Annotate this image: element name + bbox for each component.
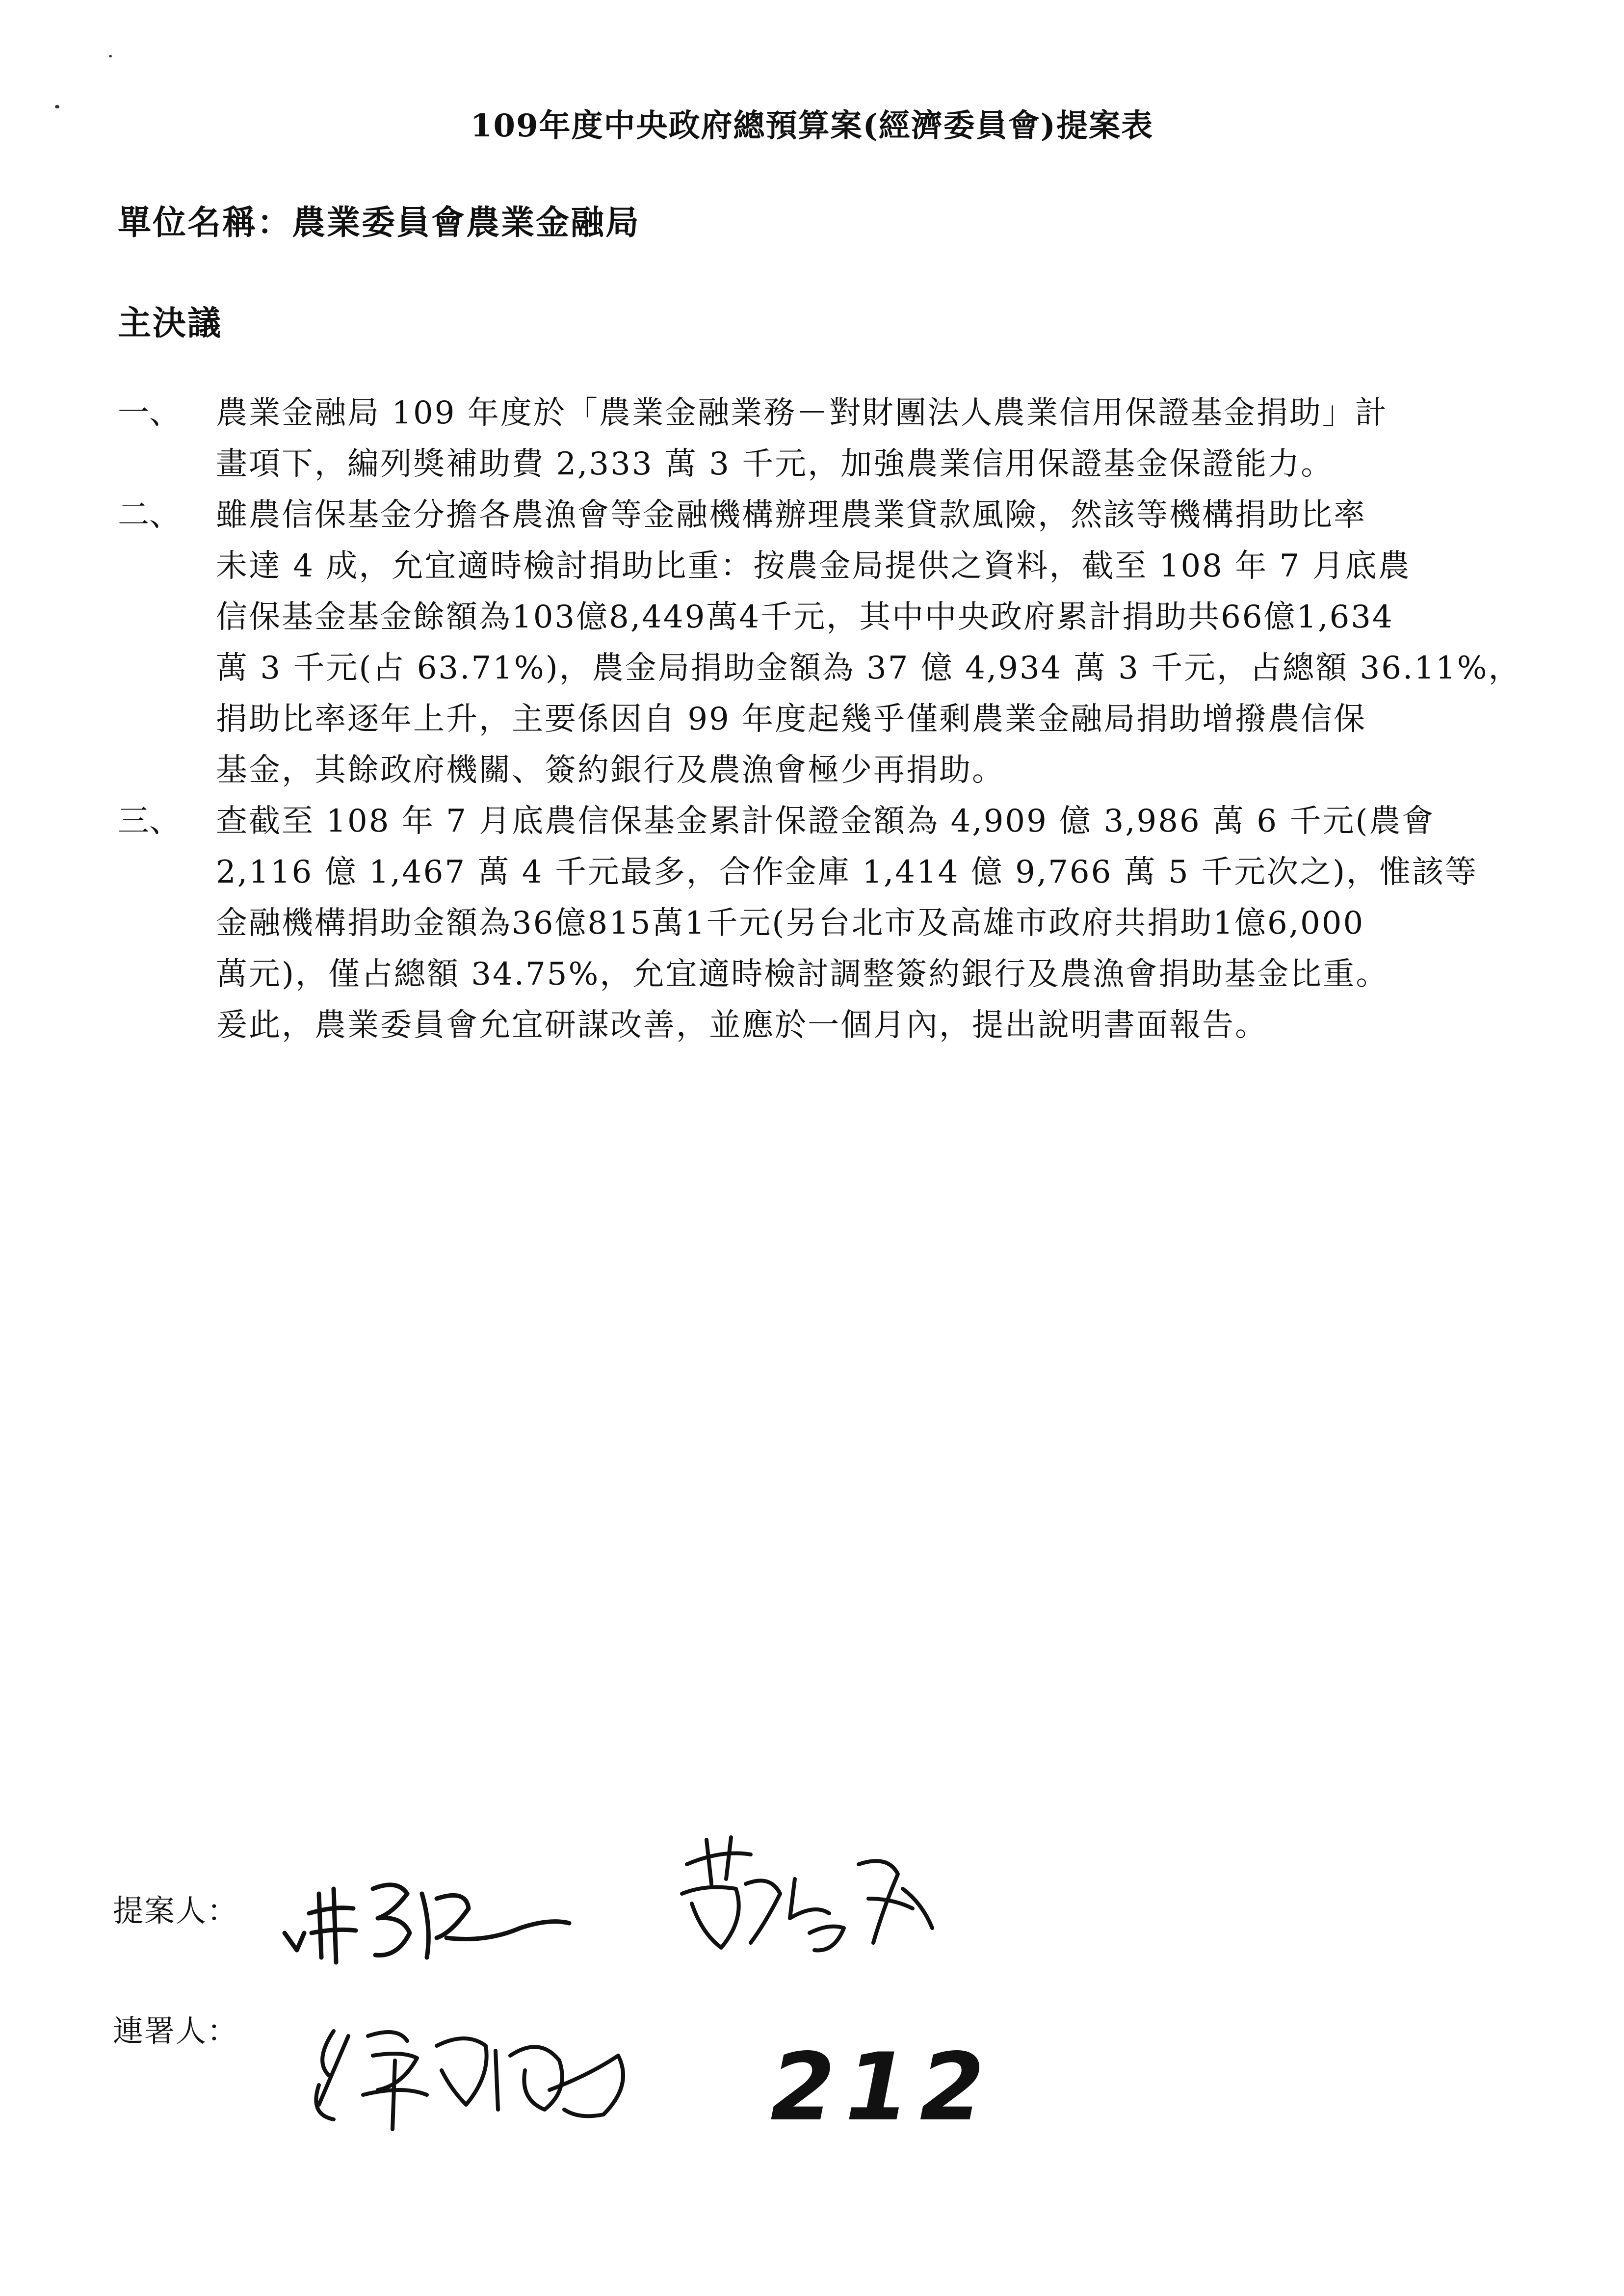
resolution-items: [118, 388, 1555, 1051]
item-line: 金融機構捐助金額為36億815萬1千元(另台北市及高雄市政府共捐助1億6,000: [216, 905, 1365, 941]
item-line: 信保基金基金餘額為103億8,449萬4千元，其中中央政府累計捐助共66億1,634: [216, 599, 1394, 635]
proposer-label: 提案人：: [113, 1893, 239, 1929]
item-number: 三、: [118, 803, 181, 839]
page-number: [765, 2031, 995, 2141]
item-line: 未達 4 成，允宜適時檢討捐助比重：按農金局提供之資料，截至 108 年 7 月底農: [216, 548, 1411, 584]
item-line: 畫項下，編列獎補助費 2,333 萬 3 千元，加強農業信用保證基金保證能力。: [216, 446, 1334, 482]
item-line: 爰此，農業委員會允宜研謀改善，並應於一個月內，提出說明書面報告。: [216, 1007, 1268, 1044]
unit-name: 單位名稱：農業委員會農業金融局: [118, 203, 641, 242]
proposer-signature-1: [275, 1859, 579, 1972]
cosigner-signature: [304, 2016, 638, 2139]
resolution-item-2: [118, 490, 1555, 796]
item-line: 萬元)，僅占總額 34.75%，允宜適時檢討調整簽約銀行及農漁會捐助基金比重。: [216, 956, 1389, 992]
document-title: 109年度中央政府總預算案(經濟委員會)提案表: [470, 107, 1154, 144]
resolution-heading: 主決議: [118, 304, 223, 343]
resolution-item-1: [118, 388, 1555, 490]
item-number: 一、: [118, 395, 181, 431]
item-line: 萬 3 千元(占 63.71%)，農金局捐助金額為 37 億 4,934 萬 3 千元，占總額 36.11%，: [216, 650, 1521, 686]
cosigner-label: 連署人：: [113, 2013, 239, 2049]
item-line: 農業金融局 109 年度於「農業金融業務－對財團法人農業信用保證基金捐助」計: [216, 395, 1388, 431]
page-number-text: 212: [770, 2033, 995, 2141]
resolution-item-3: [118, 796, 1555, 1051]
scan-speck: [109, 55, 112, 57]
item-number: 二、: [118, 497, 181, 533]
item-line: 捐助比率逐年上升，主要係因自 99 年度起幾乎僅剩農業金融局捐助增撥農信保: [216, 701, 1367, 737]
item-line: 雖農信保基金分擔各農漁會等金融機構辦理農業貸款風險，然該等機構捐助比率: [216, 497, 1366, 533]
item-line: 基金，其餘政府機關、簽約銀行及農漁會極少再捐助。: [216, 752, 1005, 788]
proposer-signature-2: [672, 1830, 947, 1972]
item-line: 2,116 億 1,467 萬 4 千元最多，合作金庫 1,414 億 9,766 萬 5 千元次之)，惟該等: [216, 854, 1478, 890]
item-line: 查截至 108 年 7 月底農信保基金累計保證金額為 4,909 億 3,986 萬 6 千元(農會: [216, 803, 1435, 839]
